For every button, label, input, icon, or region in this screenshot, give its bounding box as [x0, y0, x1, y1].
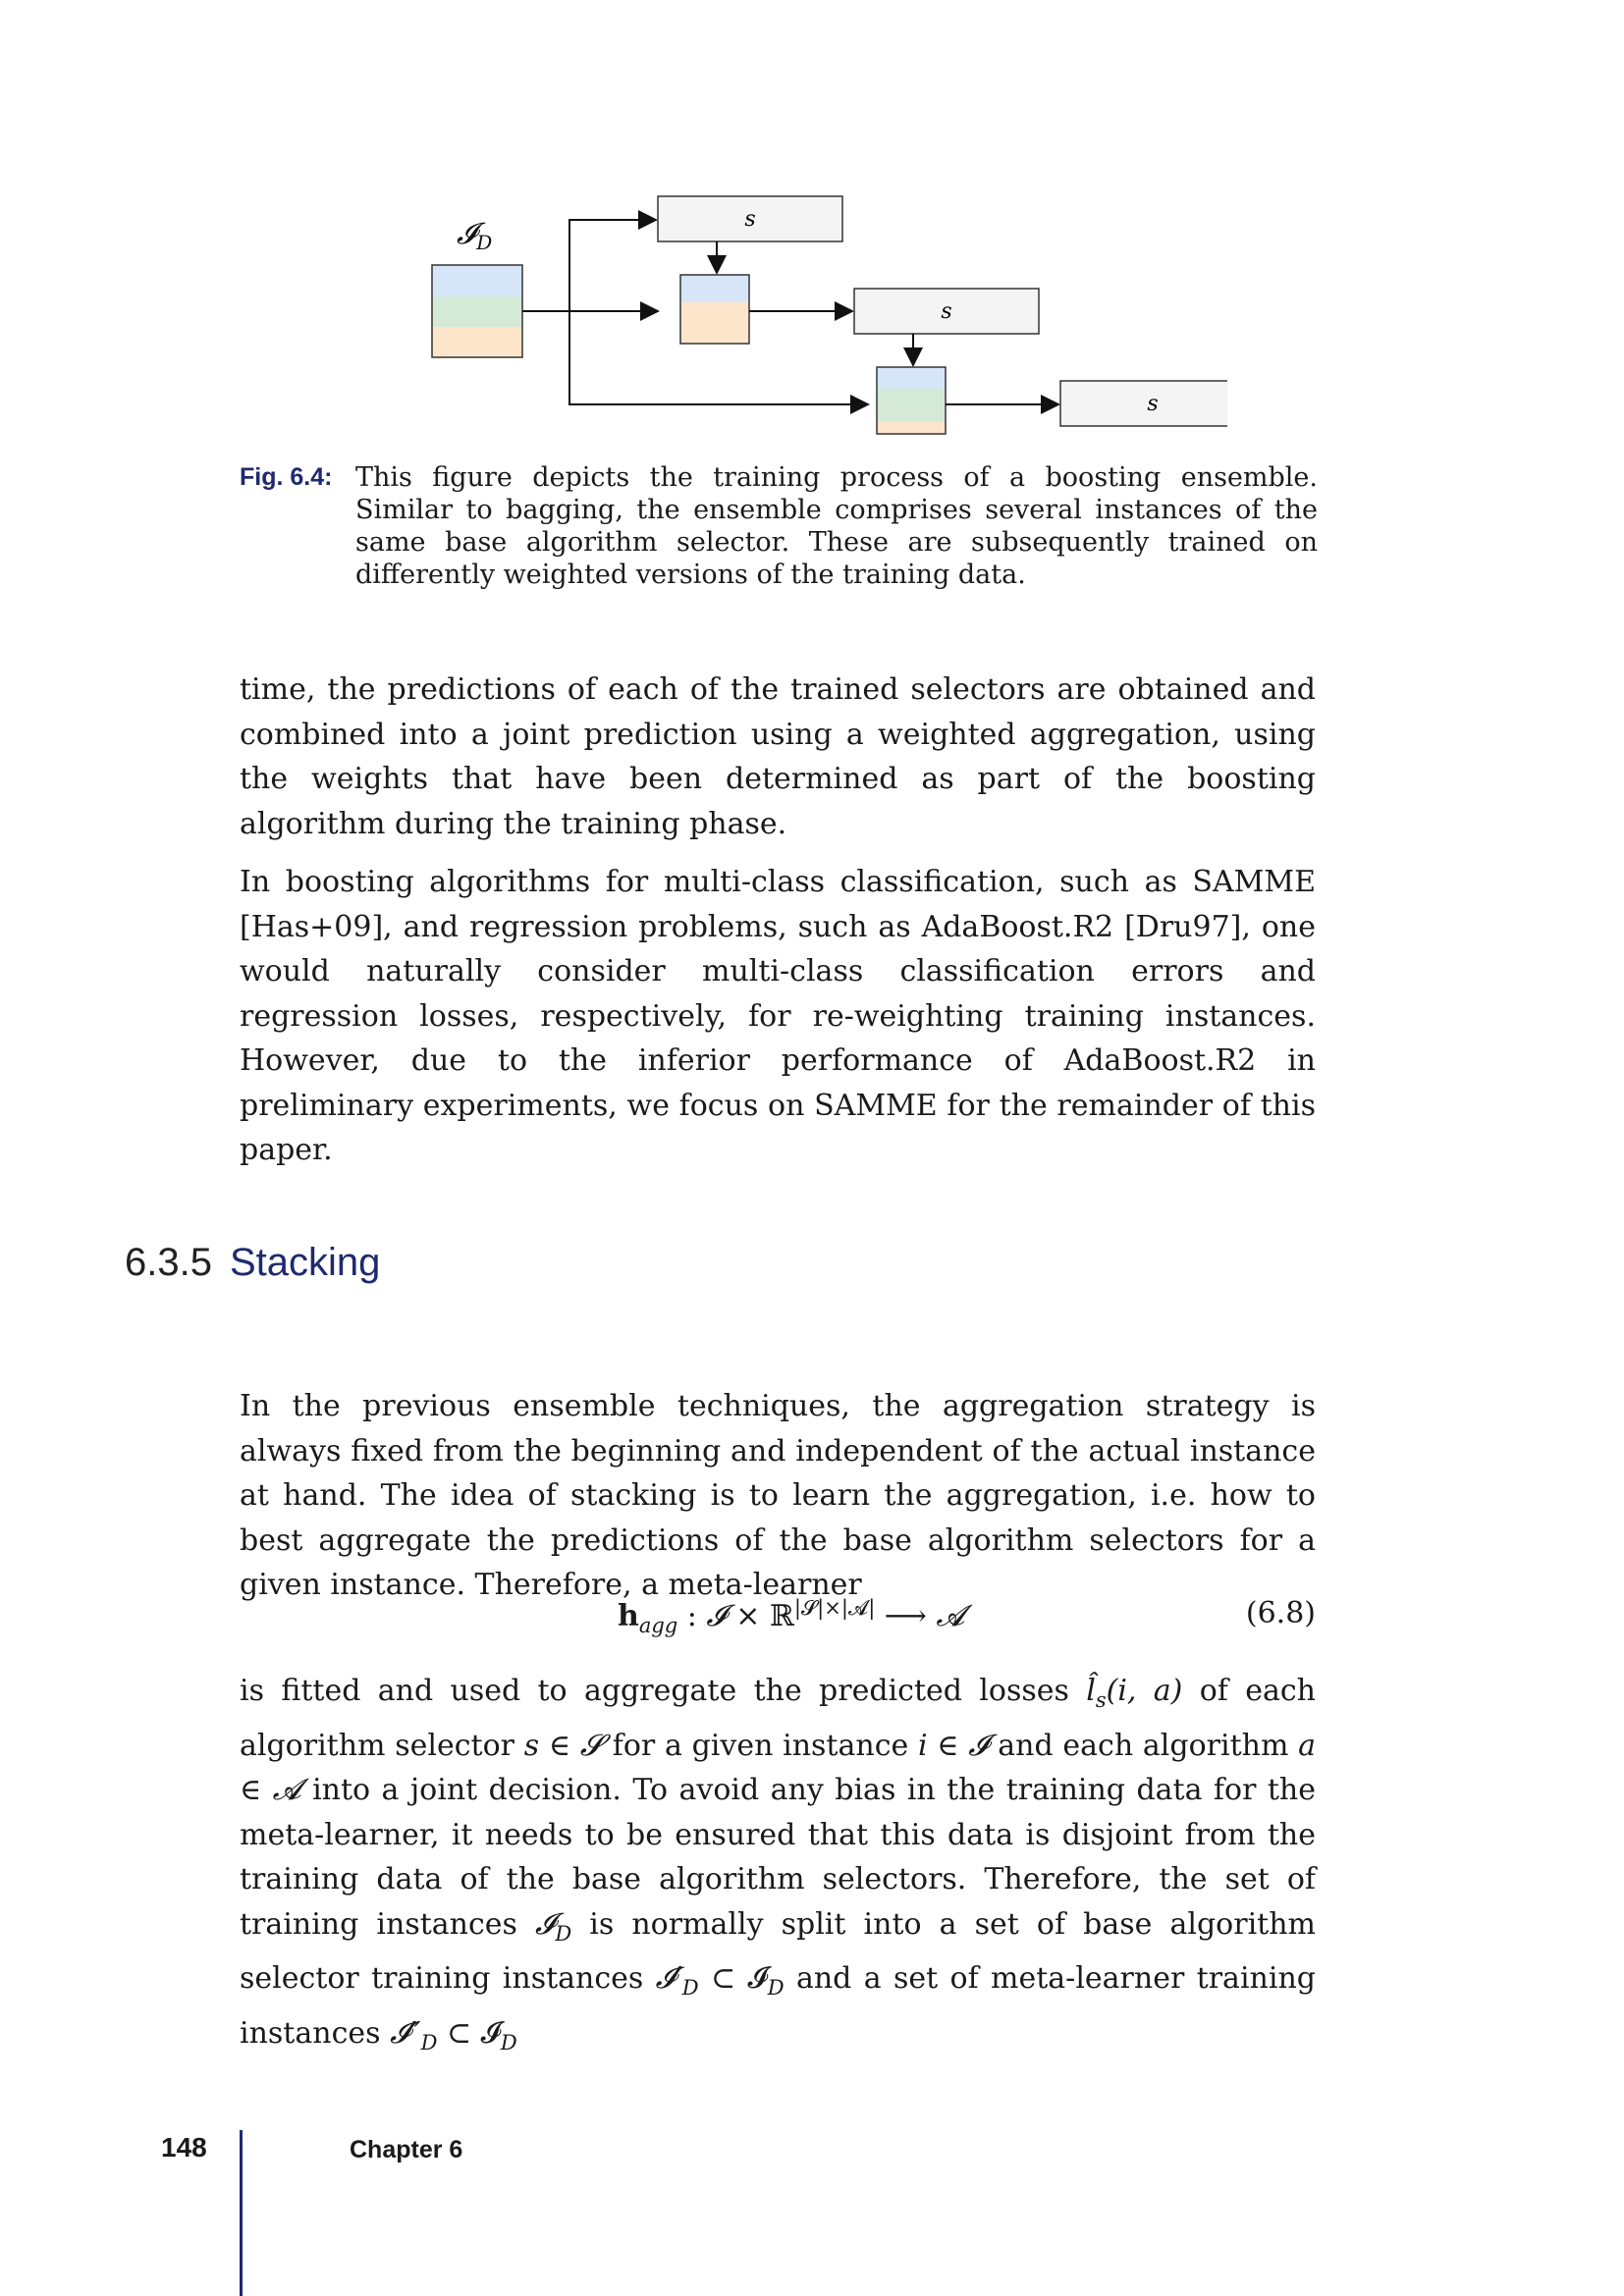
dataset-stack	[432, 265, 522, 357]
selector-label-3: s	[1147, 392, 1159, 416]
equation-number: (6.8)	[1245, 1596, 1316, 1630]
selector-label-2: s	[941, 299, 952, 324]
weighted-dataset-1	[680, 275, 749, 344]
selector-box-3	[1060, 381, 1227, 426]
page-number: 148	[161, 2132, 207, 2163]
equation-body: $h_{agg}$ : 𝓘 × ℝ$^{|𝓢|\times|𝓐|}$ ⟶ 𝓐	[618, 1596, 965, 1637]
selector-label-1: s	[744, 207, 756, 232]
caption-text: This figure depicts the training process of a boosting ensemble. Similar to bagging, the ensemble comprises several instances of the same base algorithm selector. These are subsequently trained on differently weighted versions of the training data.	[355, 462, 1318, 590]
chapter-label: Chapter 6	[350, 2136, 463, 2163]
weighted-dataset-2	[877, 367, 946, 434]
dataset-label: 𝓘$_D$	[457, 217, 493, 254]
footer-rule	[240, 2130, 243, 2296]
paragraph-3: In the previous ensemble techniques, the aggregation strategy is always fixed from the beginning and independent of the actual instance at hand. The idea of stacking is to learn the aggregation, i.e. how to best aggregate the predictions of the base algorithm selectors for a given instance. Therefore, a meta-learner	[240, 1389, 1316, 1602]
figure-label: Fig. 6.4:	[240, 463, 333, 491]
boosting-diagram	[412, 187, 1227, 442]
equation-6-8	[240, 1596, 1316, 1639]
paragraph-1: time, the predictions of each of the trained selectors are obtained and combined into a joint prediction using a weighted aggregation, using the weights that have been determined as part of the boosting algorithm during the training phase.	[240, 672, 1316, 841]
section-number: 6.3.5	[125, 1241, 212, 1284]
section-title: Stacking	[229, 1241, 381, 1284]
paragraph-2: In boosting algorithms for multi-class classification, such as SAMME [Has+09], and regression problems, such as AdaBoost.R2 [Dru97], one would naturally consider multi-class classification errors and regression losses, respectively, for re-weighting training instances. However, due to the inferior performance of AdaBoost.R2 in preliminary experiments, we focus on SAMME for the remainder of this paper.	[240, 865, 1316, 1167]
section-heading	[125, 1241, 380, 1285]
paragraph-4: is fitted and used to aggregate the predicted losses $l̂_s(i$, a) of each algorithm selector s ∈ 𝓢 for a given instance i ∈ 𝓘 and each algorithm a ∈ 𝓐 into a joint decision. To avoid any bias in the training data for the meta-learner, it needs to be ensured that this data is disjoint from the training data of the base algorithm selectors. Therefore, the set of training instances 𝓘$_D$ is normally split into a set of base algorithm selector training instances $𝓘'_D$ ⊂ 𝓘$_D$ and a set of meta-learner training instances $𝓘''_D$ ⊂ 𝓘$_D$	[240, 1674, 1317, 2055]
arrow-to-selector-1	[569, 220, 656, 311]
